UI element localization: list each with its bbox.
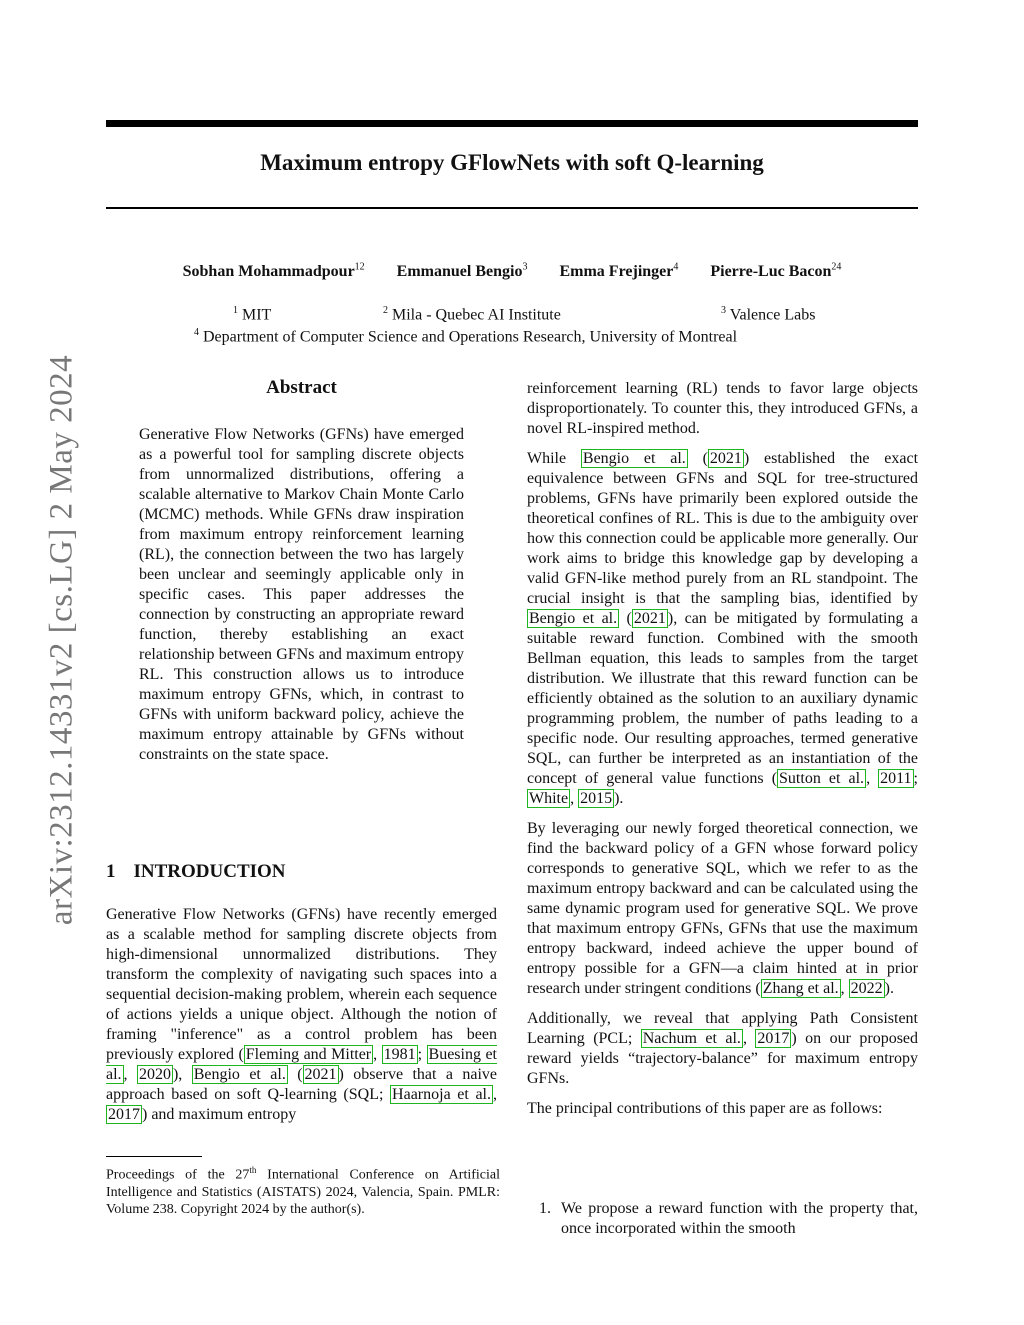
author: Emma Frejinger$^4$: [559, 262, 679, 281]
citation-link[interactable]: 2021: [709, 450, 742, 467]
citation-link[interactable]: White: [529, 790, 569, 807]
citation-link[interactable]: Buesing et al.: [106, 1046, 497, 1083]
author: Pierre-Luc Bacon$^{24}$: [710, 262, 842, 281]
list-item: [527, 1199, 918, 1239]
citation-link[interactable]: Fleming and Mitter: [245, 1046, 372, 1063]
citation-link[interactable]: Haarnoja et al.: [392, 1086, 491, 1103]
citation-link[interactable]: 2021: [304, 1066, 337, 1083]
affiliation: $^3$ Valence Labs: [721, 305, 816, 324]
paper-title: Maximum entropy GFlowNets with soft Q-learning: [260, 150, 764, 175]
citation-link[interactable]: Bengio et al.: [193, 1066, 286, 1083]
intro-paragraph: Generative Flow Networks (GFNs) have recently emerged as a scalable method for sampling discrete objects from high-dimensional unnormalized distributions. They transform the complexity of navigating such spaces into a sequential decision-making problem, wherein each sequence of actions yields a unique object. Although the notion of framing "inference" as a control problem has been previously explored ( Fleming and Mitter , 1981 ; Buesing et al. , 2020 ), Bengio et al. ( 2021 ) observe that a naive approach based on soft Q-learning (SQL; Haarnoja et al. , 2017 ) and maximum entropy: [106, 906, 497, 1123]
title-bottom-rule: [106, 207, 918, 209]
citation-link[interactable]: 2017: [108, 1106, 140, 1123]
citation-link[interactable]: Nachum et al.: [642, 1030, 741, 1047]
top-rule: [106, 120, 918, 127]
right-column: [527, 379, 918, 1129]
citation-link[interactable]: 2020: [138, 1066, 171, 1083]
paragraph: By leveraging our newly forged theoretical connection, we find the backward policy of a GFN whose forward policy corresponds to generative SQL, which we refer to as the maximum entropy backward and can be calculated using the same dynamic program used for generative SQL. We prove that maximum entropy GFNs, GFNs that use the maximum entropy backward, indeed achieve the upper bound of entropy possible for a GFN—a claim hinted at in prior research under stringent conditions ( Zhang et al. , 2022 ).: [527, 820, 918, 997]
affiliation: $^1$ MIT: [233, 305, 272, 324]
paragraph: While Bengio et al. ( 2021 ) established the exact equivalence between GFNs and SQL for tree-structured problems, GFNs have primarily been explored outside the theoretical confines of RL. This is due to the ambiguity over how this connection could be applicable more generally. Our work aims to bridge this knowledge gap by developing a valid GFN-like method purely from an RL standpoint. The crucial insight is that the sampling bias, identified by Bengio et al. ( 2021 ), can be mitigated by formulating a suitable reward function. Combined with the smooth Bellman equation, this leads to samples from the target distribution. We illustrate that this reward function can be efficiently obtained as the solution to an auxiliary dynamic programming problem, the number of paths leading to a specific node. Our resulting approaches, termed generative SQL, can further be interpreted as an instantiation of the concept of general value functions ( Sutton et al. , 2011 ; White , 2015 ).: [527, 450, 919, 807]
citation-link[interactable]: 2017: [757, 1030, 790, 1047]
citation-link[interactable]: 1981: [383, 1046, 416, 1063]
citation-link[interactable]: 2011: [880, 770, 912, 787]
footnote-rule: [106, 1156, 202, 1157]
arxiv-identifier: arXiv:2312.14331v2 [cs.LG] 2 May 2024: [43, 354, 80, 926]
paragraph: Additionally, we reveal that applying Path Consistent Learning (PCL; Nachum et al. , 2017 ) on our proposed reward yields “trajectory-balance” for maximum entropy GFNs.: [527, 1010, 919, 1087]
author: Sobhan Mohammadpour$^{12}$: [182, 262, 365, 281]
paragraph: reinforcement learning (RL) tends to favor large objects disproportionately. To counter this, they introduced GFNs, a novel RL-inspired method.: [527, 380, 918, 437]
abstract-text: Generative Flow Networks (GFNs) have emerged as a powerful tool for sampling discrete objects from unnormalized distributions, offering a scalable alternative to Markov Chain Monte Carlo (MCMC) methods. While GFNs draw inspiration from maximum entropy reinforcement learning (RL), the connection between the two has largely been unclear and seemingly applicable only in specific cases. This paper addresses the connection by constructing an appropriate reward function, thereby establishing an exact relationship between GFNs and maximum entropy RL. This construction allows us to introduce maximum entropy GFNs, which, in contrast to GFNs with uniform backward policy, achieve the maximum entropy attainable by GFNs without constraints on the state space.: [139, 426, 464, 763]
citation-link[interactable]: Zhang et al.: [762, 980, 839, 997]
list-item-text: We propose a reward function with the property that, once incorporated within the smooth: [561, 1200, 918, 1237]
affiliation: $^2$ Mila - Quebec AI Institute: [383, 305, 561, 324]
abstract-heading: Abstract: [266, 377, 337, 398]
citation-link[interactable]: Bengio et al.: [529, 610, 618, 627]
affiliation: $^4$ Department of Computer Science and Operations Research, University of Montreal: [194, 327, 738, 346]
footnote: Proceedings of the 27th International Conference on Artificial Intelligence and Statistics (AISTATS) 2024, Valencia, Spain. PMLR: Volume 238. Copyright 2024 by the author(s).: [106, 1165, 500, 1217]
abstract-body: [139, 425, 464, 775]
paragraph: The principal contributions of this paper are as follows:: [527, 1100, 883, 1117]
author-list: [106, 262, 918, 281]
section-heading: 1 INTRODUCTION: [106, 861, 286, 882]
citation-link[interactable]: 2015: [580, 790, 613, 807]
citation-link[interactable]: Bengio et al.: [582, 450, 686, 467]
citation-link[interactable]: 2021: [633, 610, 666, 627]
citation-link[interactable]: Sutton et al.: [779, 770, 865, 787]
citation-link[interactable]: 2022: [850, 980, 883, 997]
list-item-number: 1.: [539, 1200, 551, 1217]
contributions-list: [527, 1199, 918, 1239]
author: Emmanuel Bengio$^3$: [396, 262, 528, 281]
